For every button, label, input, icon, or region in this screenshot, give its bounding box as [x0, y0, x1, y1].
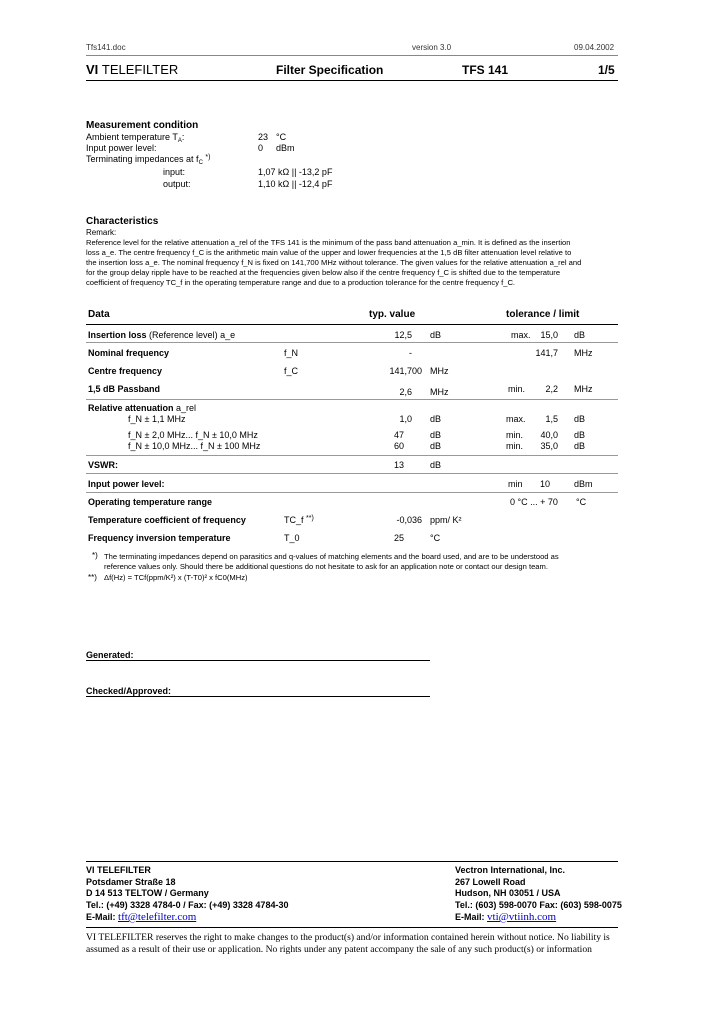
col-data: Data [88, 309, 110, 320]
power-lim: 10 [539, 479, 550, 489]
footer-left-line: D 14 513 TELTOW / Germany [86, 888, 209, 898]
rel1-cond: f_N ± 1,1 MHz [128, 414, 186, 424]
row-vswr-label: VSWR: [88, 460, 118, 470]
version: version 3.0 [412, 43, 452, 52]
vswr-typ: 13 [393, 460, 404, 470]
passband-lim-unit: MHz [574, 384, 593, 394]
footer-left-line: Potsdamer Straße 18 [86, 876, 176, 887]
left-email-link[interactable]: tft@telefilter.com [118, 911, 197, 923]
nominal-lim-unit: MHz [574, 348, 593, 358]
row-optemp-label: Operating temperature range [88, 497, 213, 507]
remark-line: coefficient of frequency TC_f in the operating temperature range and due to a production tolerance for the centre frequency f_C. [86, 278, 516, 287]
footer-left-line: VI TELEFILTER [86, 865, 151, 875]
right-email-link[interactable]: vti@vtiinh.com [487, 911, 557, 923]
row-centre-label: Centre frequency [88, 366, 163, 376]
footer-right-line: 267 Lowell Road [455, 876, 526, 887]
footer-right-line: Vectron International, Inc. [455, 865, 566, 875]
power-value: 0 [258, 143, 264, 153]
rel1-lim-unit: dB [574, 414, 586, 424]
rel3-lim: 35,0 [540, 441, 558, 451]
passband-lim: 2,2 [545, 384, 558, 394]
inv-typ: 25 [393, 533, 404, 543]
doc-date: 09.04.2002 [574, 43, 615, 52]
footer-right-line: Tel.: (603) 598-0070 Fax: (603) 598-0075 [455, 899, 622, 910]
power-label: Input power level: [86, 143, 157, 153]
rel1-typ: 1,0 [399, 414, 412, 424]
measurement-heading: Measurement condition [86, 120, 199, 131]
footer-left-line: Tel.: (+49) 3328 4784-0 / Fax: (+49) 3328 4784-30 [86, 899, 289, 910]
optemp-lim-unit: °C [576, 497, 587, 507]
row-insertion-label: Insertion loss (Reference level) a_e [88, 330, 236, 340]
tcf-unit: ppm/ K² [430, 515, 462, 525]
passband-unit: MHz [430, 387, 449, 397]
col-tolerance: tolerance / limit [506, 309, 580, 320]
centre-typ: 141,700 [389, 366, 422, 376]
vswr-unit: dB [430, 460, 442, 470]
footer-left-email-row: E-Mail: tft@telefilter.com [86, 911, 197, 923]
passband-typ: 2,6 [399, 387, 412, 397]
insertion-limtype: max. [511, 330, 531, 340]
ambient-label: Ambient temperature $T_A$: [86, 132, 185, 144]
input-label: input: [163, 167, 186, 177]
remark-line: for the group delay ripple have to be reached at the frequencies given below also if the centre frequency f_C is shifted due to the temperature [86, 268, 561, 277]
rel3-cond: f_N ± 10,0 MHz... f_N ± 100 MHz [128, 441, 261, 451]
rel2-lim-unit: dB [574, 430, 586, 440]
note2-text: Δf(Hz) = TCf(ppm/K²) x (T-T0)² x fC0(MHz) [104, 573, 248, 582]
col-typ: typ. value [369, 309, 416, 320]
output-label: output: [163, 179, 191, 189]
ambient-unit: °C [276, 132, 287, 142]
nominal-sym: f_N [284, 348, 299, 358]
rel3-unit: dB [430, 441, 442, 451]
row-rel-label: Relative attenuation a_rel [88, 403, 197, 413]
row-power-label: Input power level: [88, 479, 165, 489]
rel2-lim: 40,0 [540, 430, 558, 440]
power-lim-unit: dBm [574, 479, 593, 489]
term-label: Terminating impedances at $f_C$ *) [86, 154, 211, 166]
centre-sym: f_C [284, 366, 299, 376]
insertion-typ: 12,5 [394, 330, 412, 340]
rel3-lim-unit: dB [574, 441, 586, 451]
remark-text [86, 238, 646, 288]
row-passband-label: 1,5 dB Passband [88, 384, 161, 394]
rel1-limtype: max. [506, 414, 526, 424]
rel2-unit: dB [430, 430, 442, 440]
insertion-unit: dB [430, 330, 442, 340]
company-logo-text: VI TELEFILTER [86, 62, 179, 77]
remark-line: Reference level for the relative attenuation a_rel of the TFS 141 is the minimum of the pass band attenuation a_min. It is defined as the insertion [86, 238, 571, 247]
footer-right-line: Hudson, NH 03051 / USA [455, 888, 561, 898]
part-number: TFS 141 [462, 63, 509, 77]
disclaimer [86, 932, 610, 956]
remark-line: the insertion loss a_e. The nominal frequency f_N is fixed on 141,700 MHz without tolerance. The given values for the relative attenuation a_rel and [86, 258, 582, 267]
row-tcf-label: Temperature coefficient of frequency [88, 515, 246, 525]
rel1-unit: dB [430, 414, 442, 424]
page-number: 1/5 [598, 63, 615, 77]
passband-limtype: min. [508, 384, 526, 394]
generated-label: Generated: [86, 650, 134, 660]
doc-title: Filter Specification [276, 63, 384, 77]
note1-mark: *) [92, 551, 98, 560]
remark-line: loss a_e. The centre frequency f_C is the arithmetic main value of the upper and lower frequencies at the 1,5 dB filter attenuation level relative to [86, 248, 572, 257]
rel3-limtype: min. [506, 441, 524, 451]
characteristics-heading: Characteristics [86, 216, 159, 227]
insertion-lim: 15,0 [540, 330, 558, 340]
note1-text [104, 552, 559, 572]
file-name: Tfs141.doc [86, 43, 126, 52]
rel2-limtype: min. [506, 430, 524, 440]
centre-unit: MHz [430, 366, 449, 376]
rel3-typ: 60 [393, 441, 404, 451]
note1-line: reference values only. Should there be additional questions do not hesitate to ask for an application note or contact our design team. [104, 562, 548, 571]
tcf-typ: -0,036 [396, 515, 422, 525]
rel1-lim: 1,5 [545, 414, 558, 424]
checked-label: Checked/Approved: [86, 686, 172, 696]
footer-right-email-row: E-Mail: vti@vtiinh.com [455, 911, 557, 923]
ambient-value: 23 [258, 132, 269, 142]
insertion-lim-unit: dB [574, 330, 586, 340]
note2-mark: **) [88, 573, 97, 582]
power-unit: dBm [276, 143, 295, 153]
optemp-lim: 0 °C ... + 70 [510, 497, 558, 507]
input-value: 1,07 kΩ || -13,2 pF [258, 167, 333, 177]
remark-label: Remark: [86, 228, 117, 237]
power-limtype: min [508, 479, 523, 489]
row-nominal-label: Nominal frequency [88, 348, 170, 358]
output-value: 1,10 kΩ || -12,4 pF [258, 179, 333, 189]
rel2-cond: f_N ± 2,0 MHz... f_N ± 10,0 MHz [128, 430, 258, 440]
disclaimer-line: assumed as a result of their use or application. No rights under any patent accompany the sale of any such product(s) or information [86, 944, 592, 955]
disclaimer-line: VI TELEFILTER reserves the right to make changes to the product(s) and/or information contained herein without notice. No liability is [86, 932, 610, 943]
footer-left-address [86, 865, 288, 911]
nominal-typ: - [409, 348, 412, 358]
rel2-typ: 47 [393, 430, 404, 440]
row-inv-label: Frequency inversion temperature [88, 533, 231, 543]
inv-sym: T_0 [284, 533, 300, 543]
tcf-sym: TC_f **) [284, 515, 314, 525]
inv-unit: °C [430, 533, 441, 543]
footer-right-address [455, 865, 622, 911]
nominal-lim: 141,7 [535, 348, 558, 358]
note1-line: The terminating impedances depend on parasitics and q-values of matching elements and the board used, and are to be understood as [104, 552, 559, 561]
